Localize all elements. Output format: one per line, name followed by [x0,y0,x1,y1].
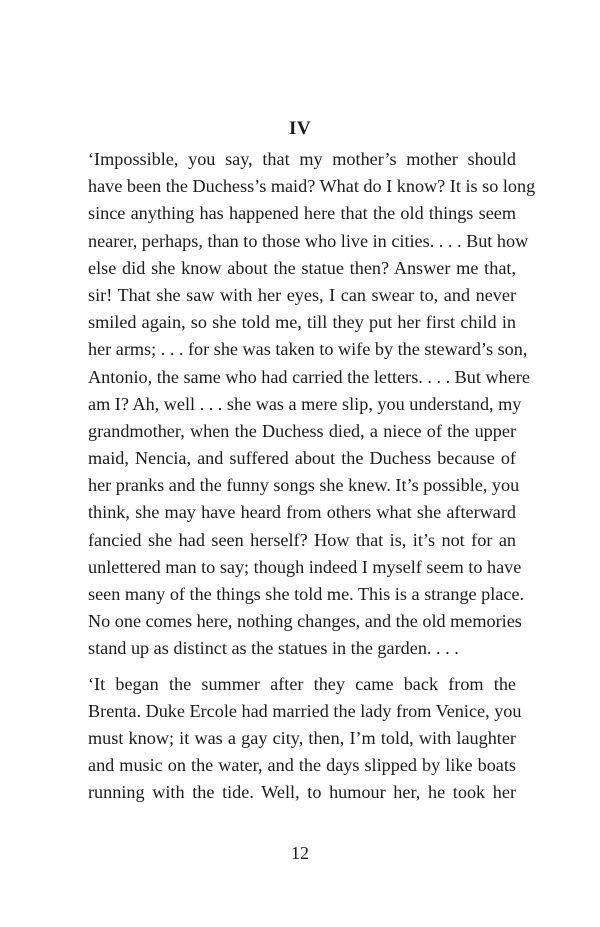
text-line: her arms; . . . for she was taken to wife by the steward’s son, [88,339,528,360]
text-line: Brenta. Duke Ercole had married the lady from Venice, you [88,700,522,721]
page-number: 12 [291,843,309,863]
text-line: and music on the water, and the days slipped by like boats [88,755,516,776]
text-line: Antonio, the same who had carried the letters. . . . But where [88,366,530,387]
text-line: grandmother, when the Duchess died, a niece of the upper [88,420,516,441]
text-line: unlettered man to say; though indeed I myself seem to have [88,556,522,577]
text-line: maid, Nencia, and suffered about the Duchess because of [88,448,516,469]
text-line: think, she may have heard from others what she afterward [88,502,516,523]
text-line: stand up as distinct as the statues in the garden. . . . [88,638,459,659]
text-line: sir! That she saw with her eyes, I can swear to, and never [88,284,516,305]
text-line: ‘Impossible, you say, that my mother’s mother should [88,149,516,169]
text-line: No one comes here, nothing changes, and the old memories [88,611,522,632]
text-line: running with the tide. Well, to humour her, he took her [88,782,516,803]
text-line: seen many of the things she told me. This is a strange place. [88,584,525,604]
text-line: else did she know about the statue then? Answer me that, [88,257,516,278]
text-line: must know; it was a gay city, then, I’m told, with laughter [88,727,516,748]
paragraph-2 [88,671,522,807]
text-line: fancied she had seen herself? How that is, it’s not for an [88,529,516,550]
text-line: nearer, perhaps, than to those who live in cities. . . . But how [88,230,529,251]
text-line: her pranks and the funny songs she knew. It’s possible, you [88,475,520,496]
text-line: since anything has happened here that the old things seem [88,203,516,224]
text-line: ‘It began the summer after they came back from the [88,673,516,694]
text-line: have been the Duchess’s maid? What do I know? It is so long [88,176,536,197]
paragraph-gap [88,663,516,671]
paragraph-1 [88,146,536,663]
text-line: smiled again, so she told me, till they put her first child in [88,312,516,333]
text-line: am I? Ah, well . . . she was a mere slip, you understand, my [88,393,522,414]
chapter-heading: IV [288,118,312,139]
body-text [88,146,536,807]
